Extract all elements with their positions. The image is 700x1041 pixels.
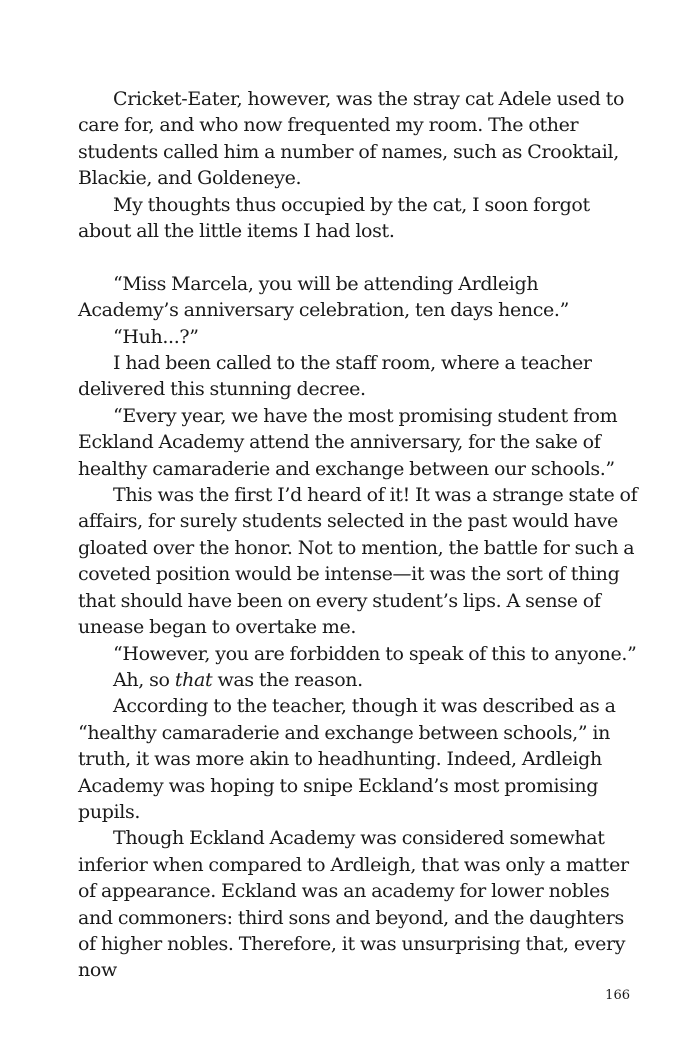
text-run: Ah, so xyxy=(113,668,175,691)
paragraph: This was the first I’d heard of it! It was a strange state of affairs, for surely students selected in the past would have gloated over the honor. Not to mention, the battle for such a coveted position would be intense—it was the sort of thing that should have been on every student’s lips. A sense of unease began to overtake me. xyxy=(78,484,638,639)
paragraph: “Huh...?” xyxy=(113,325,199,348)
page-number: 166 xyxy=(605,988,630,1003)
text-run: was the reason. xyxy=(212,668,363,691)
emphasized-word: that xyxy=(174,668,213,691)
paragraph xyxy=(78,667,638,693)
paragraph: Though Eckland Academy was considered somewhat inferior when compared to Ardleigh, that was only a matter of appearance. Eckland was an academy for lower nobles and commoners: third sons and beyond, and the daughters of higher nobles. Therefore, it was unsurprising that, every now xyxy=(78,827,629,982)
paragraph: My thoughts thus occupied by the cat, I soon forgot about all the little items I had lost. xyxy=(78,193,590,243)
paragraph: Cricket-Eater, however, was the stray cat Adele used to care for, and who now frequented my room. The other students called him a number of names, such as Crooktail, Blackie, and Goldeneye. xyxy=(78,88,625,190)
book-page-text xyxy=(78,86,638,984)
paragraph: According to the teacher, though it was described as a “healthy camaraderie and exchange between schools,” in truth, it was more akin to headhunting. Indeed, Ardleigh Academy was hoping to snipe Eckland’s most promising pupils. xyxy=(78,695,616,823)
paragraph: I had been called to the staff room, where a teacher delivered this stunning decree. xyxy=(78,352,592,401)
paragraph: “Miss Marcela, you will be attending Ardleigh Academy’s anniversary celebration, ten days hence.” xyxy=(78,272,569,322)
paragraph: “Every year, we have the most promising student from Eckland Academy attend the anniversary, for the sake of healthy camaraderie and exchange between our schools.” xyxy=(78,404,618,480)
paragraph: “However, you are forbidden to speak of this to anyone.” xyxy=(113,642,637,665)
